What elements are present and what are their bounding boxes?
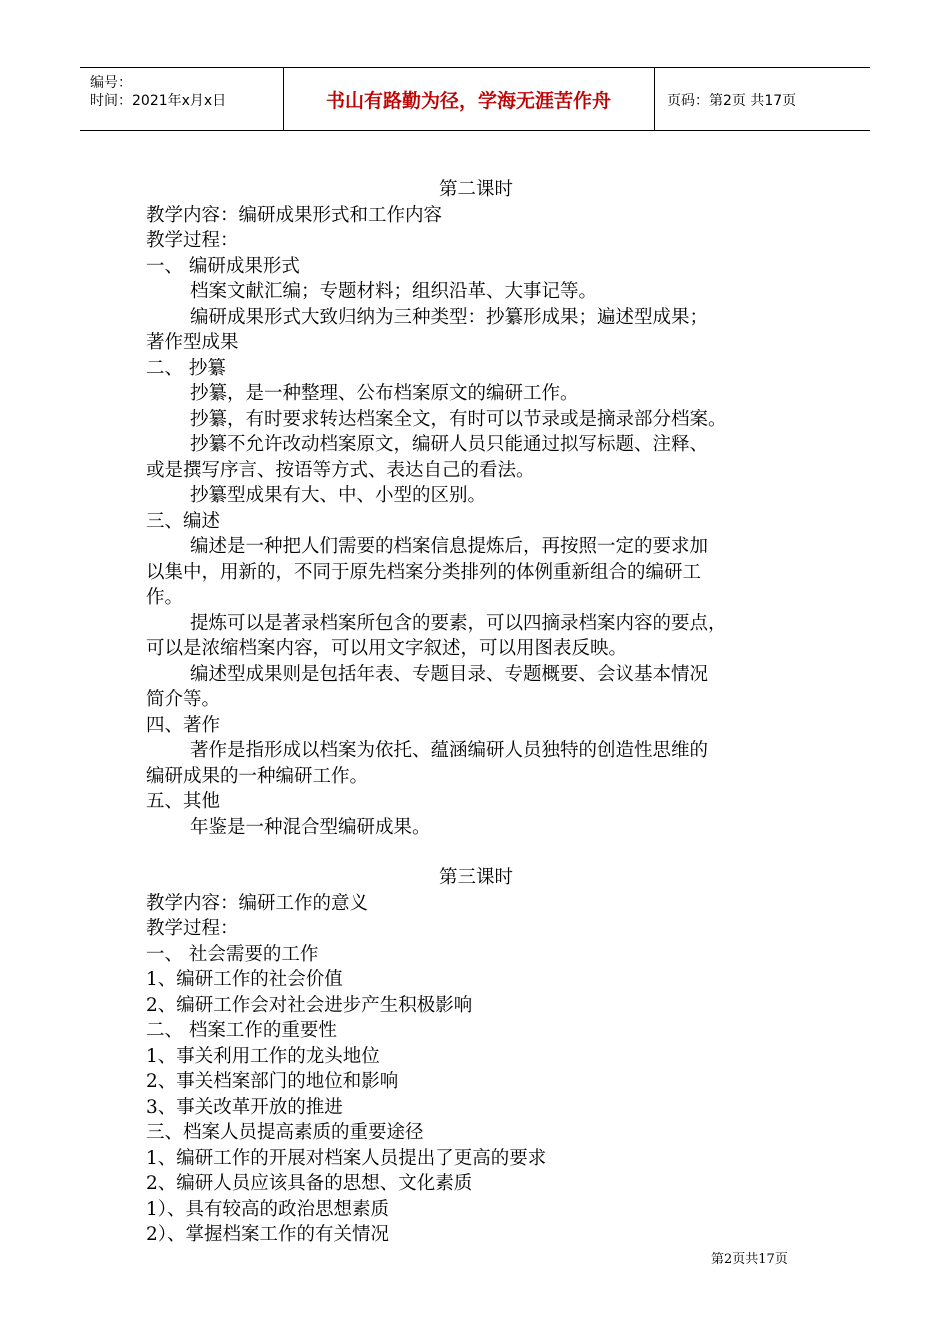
paragraph-continuation: 以集中，用新的，不同于原先档案分类排列的体例重新组合的编研工 bbox=[146, 561, 702, 583]
paragraph-continuation: 简介等。 bbox=[146, 689, 221, 710]
lesson2-content: 教学内容：编研成果形式和工作内容 bbox=[146, 204, 443, 226]
paragraph: 抄纂，是一种整理、公布档案原文的编研工作。 bbox=[190, 383, 579, 404]
list-item: 1）、具有较高的政治思想素质 bbox=[146, 1198, 390, 1220]
paragraph: 著作是指形成以档案为依托、蕴涵编研人员独特的创造性思维的 bbox=[190, 740, 709, 761]
page-footer: 第2页共17页 bbox=[711, 1252, 788, 1267]
paragraph: 年鉴是一种混合型编研成果。 bbox=[190, 816, 431, 838]
header-page-number: 页码：第2页 共17页 bbox=[667, 93, 797, 109]
list-item: 3、事关改革开放的推进 bbox=[146, 1096, 343, 1118]
paragraph: 编述型成果则是包括年表、专题目录、专题概要、会议基本情况 bbox=[190, 663, 709, 685]
section-heading: 一、 编研成果形式 bbox=[146, 255, 300, 277]
header-motto-cell bbox=[283, 68, 655, 130]
document-date-label: 时间：2021年x月x日 bbox=[90, 93, 227, 109]
list-item: 1、事关利用工作的龙头地位 bbox=[146, 1045, 380, 1067]
section-heading: 三、编述 bbox=[146, 510, 221, 532]
section-heading: 三、档案人员提高素质的重要途径 bbox=[146, 1122, 424, 1143]
lesson-spacer bbox=[146, 840, 830, 865]
paragraph-continuation: 编研成果的一种编研工作。 bbox=[146, 765, 369, 787]
paragraph: 抄纂，有时要求转达档案全文，有时可以节录或是摘录部分档案。 bbox=[190, 408, 727, 430]
header-meta-cell bbox=[80, 68, 284, 130]
header-page-cell bbox=[655, 68, 870, 130]
section-heading: 二、 档案工作的重要性 bbox=[146, 1020, 337, 1041]
list-item: 2、编研人员应该具备的思想、文化素质 bbox=[146, 1173, 473, 1194]
document-body bbox=[146, 177, 830, 1248]
paragraph-continuation: 或是撰写序言、按语等方式、表达自己的看法。 bbox=[146, 459, 535, 481]
list-item: 2、事关档案部门的地位和影响 bbox=[146, 1071, 399, 1092]
paragraph: 档案文献汇编；专题材料；组织沿革、大事记等。 bbox=[190, 281, 598, 302]
section-heading: 一、 社会需要的工作 bbox=[146, 943, 319, 965]
list-item: 2）、掌握档案工作的有关情况 bbox=[146, 1224, 390, 1245]
section-heading: 五、其他 bbox=[146, 791, 221, 812]
document-number-label: 编号： bbox=[90, 75, 132, 91]
paragraph: 编述是一种把人们需要的档案信息提炼后，再按照一定的要求加 bbox=[190, 536, 709, 557]
section-heading: 四、著作 bbox=[146, 714, 221, 736]
lesson2-process: 教学过程： bbox=[146, 230, 239, 251]
paragraph: 提炼可以是著录档案所包含的要素，可以四摘录档案内容的要点， bbox=[190, 612, 727, 634]
paragraph-continuation: 作。 bbox=[146, 587, 184, 608]
paragraph-continuation: 著作型成果 bbox=[146, 332, 239, 353]
lesson3-content: 教学内容：编研工作的意义 bbox=[146, 892, 369, 914]
section-heading: 二、 抄纂 bbox=[146, 357, 226, 379]
paragraph: 抄纂型成果有大、中、小型的区别。 bbox=[190, 485, 487, 506]
list-item: 2、编研工作会对社会进步产生积极影响 bbox=[146, 994, 473, 1016]
lesson3-title: 第三课时 bbox=[438, 867, 513, 888]
list-item: 1、编研工作的社会价值 bbox=[146, 969, 343, 990]
lesson2-title: 第二课时 bbox=[438, 179, 513, 200]
paragraph: 编研成果形式大致归纳为三种类型：抄纂形成果；遍述型成果； bbox=[190, 306, 709, 328]
list-item: 1、编研工作的开展对档案人员提出了更高的要求 bbox=[146, 1147, 547, 1169]
lesson3-process: 教学过程： bbox=[146, 918, 239, 939]
page-header bbox=[80, 67, 870, 131]
header-motto: 书山有路勤为径，学海无涯苦作舟 bbox=[325, 90, 611, 112]
paragraph-continuation: 可以是浓缩档案内容，可以用文字叙述，可以用图表反映。 bbox=[146, 638, 628, 659]
paragraph: 抄纂不允许改动档案原文，编研人员只能通过拟写标题、注释、 bbox=[190, 434, 709, 455]
